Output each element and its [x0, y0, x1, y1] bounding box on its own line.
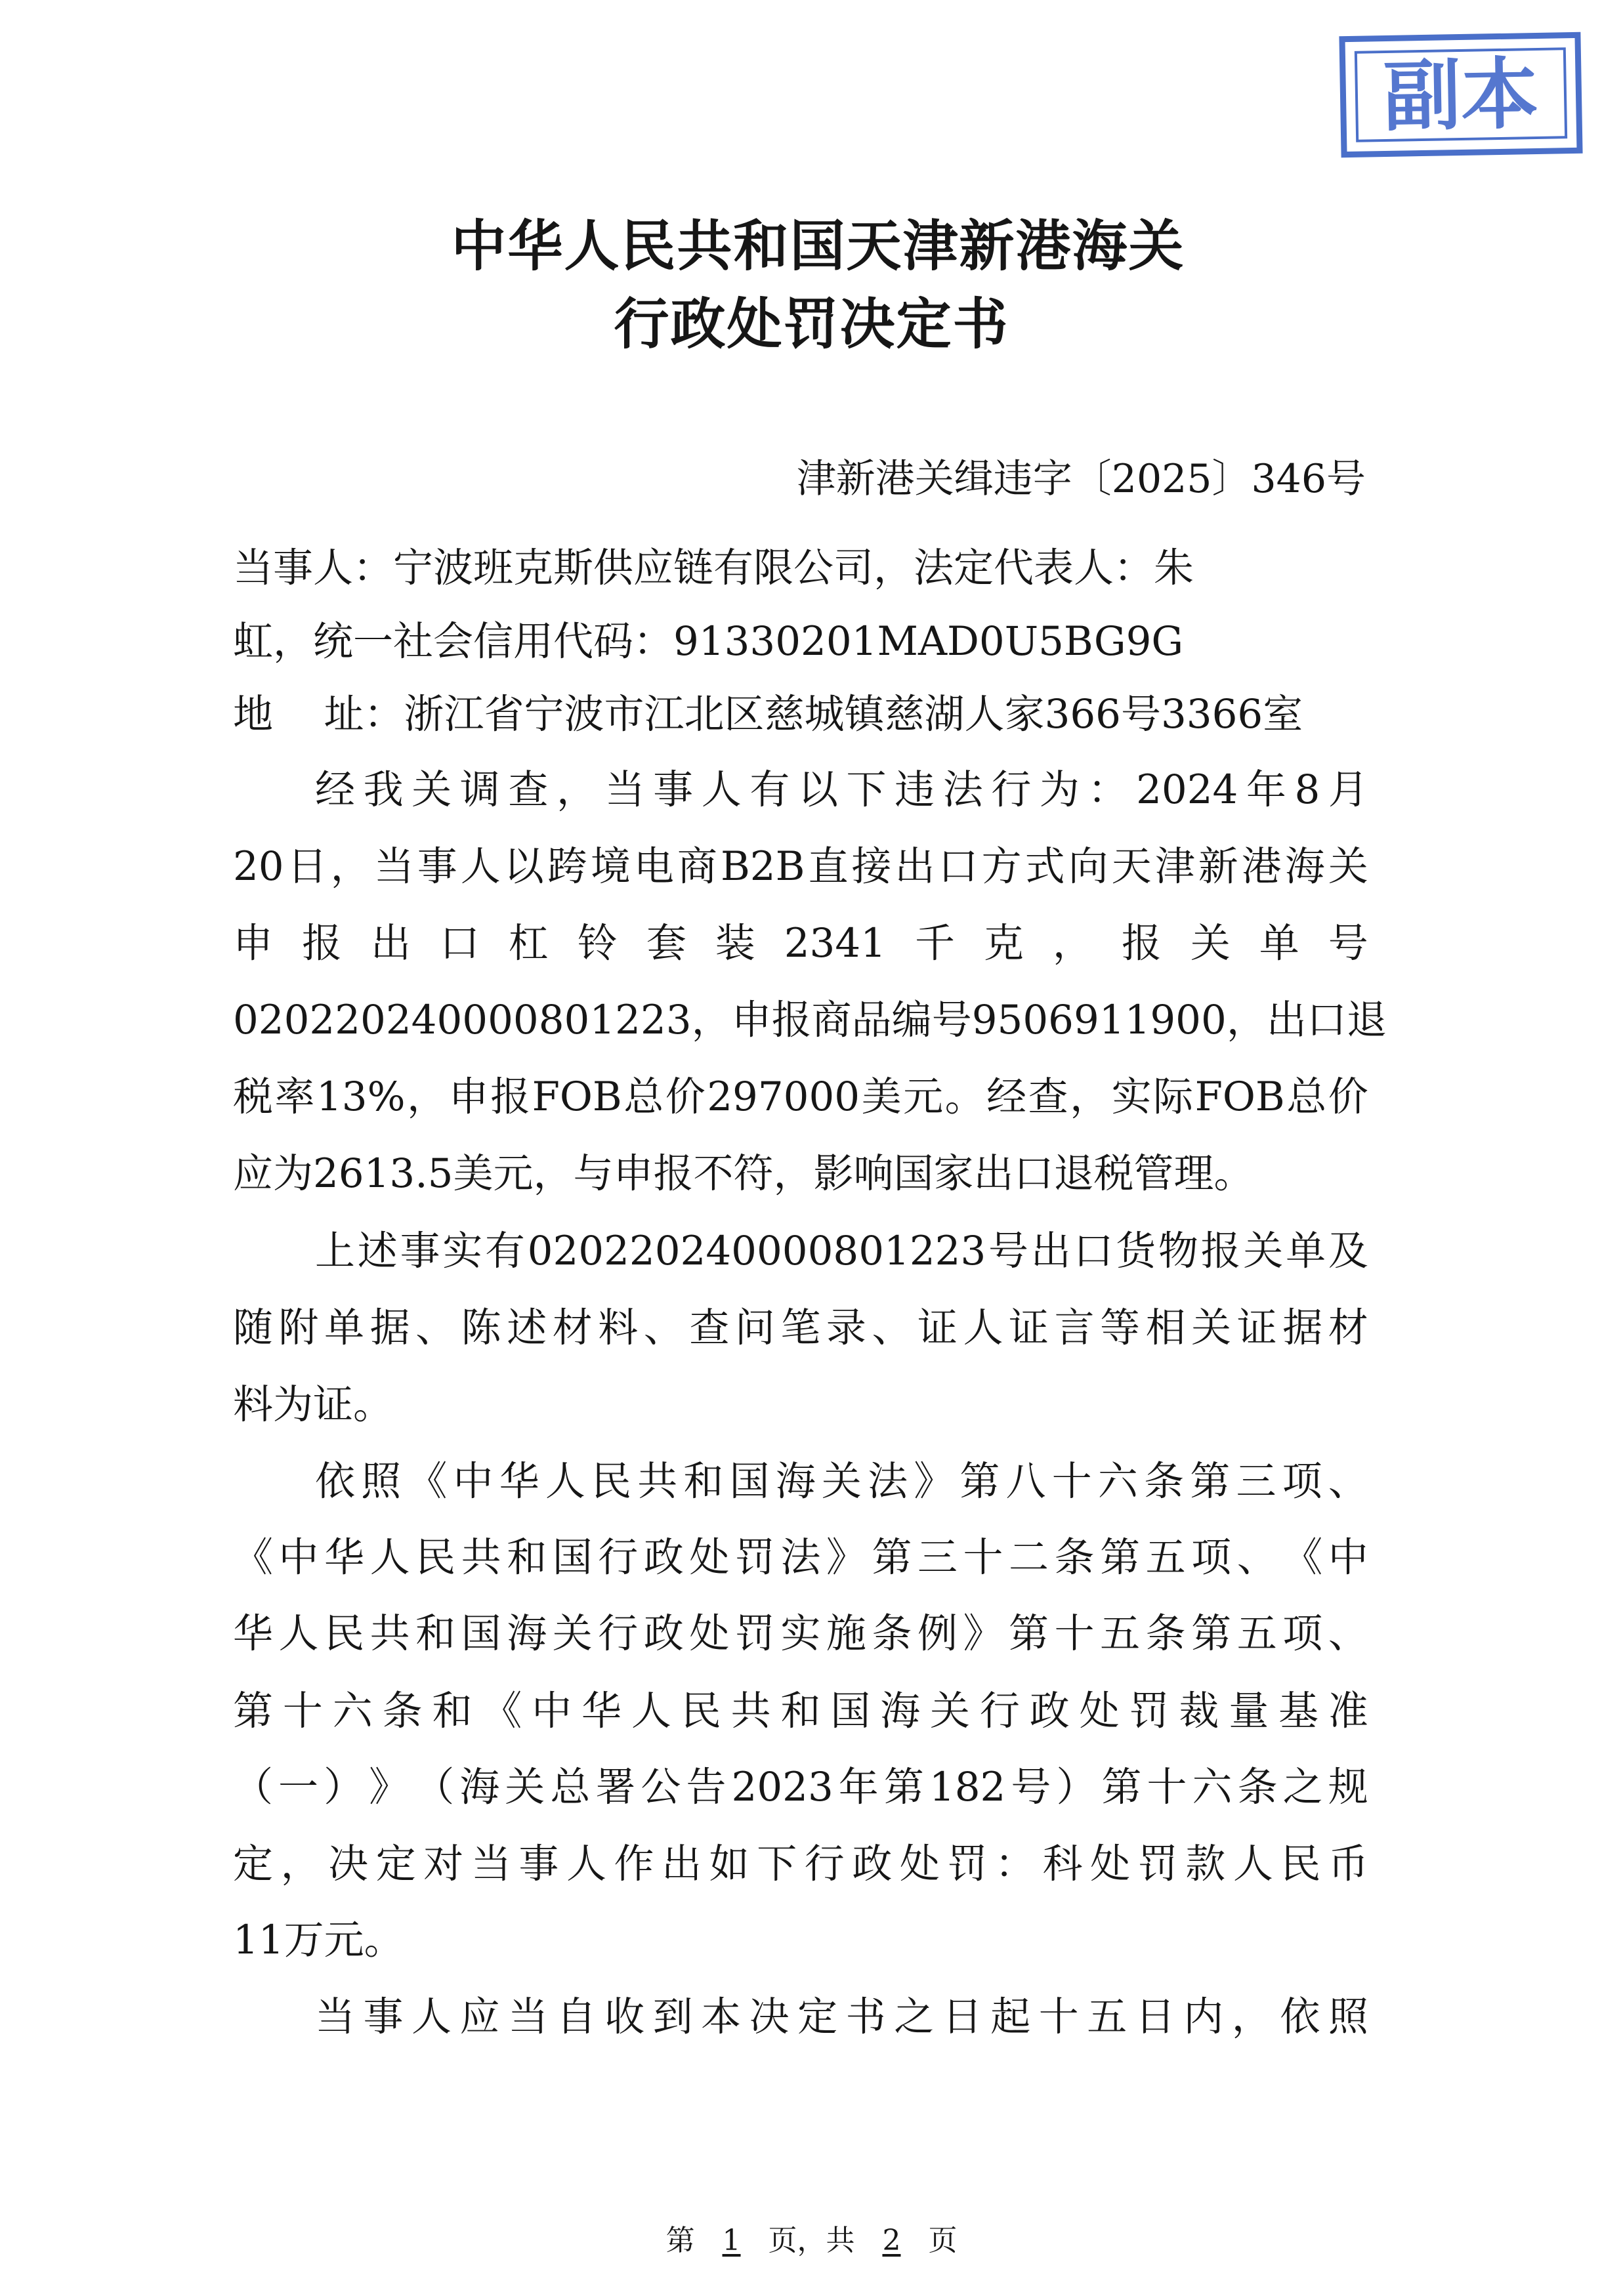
document-number: 津新港关缉违字〔2025〕346号 [796, 456, 1366, 502]
page-middle: 页，共 [768, 2224, 855, 2257]
body-line: （ 一 ） 》 （ 海 关 总 署 公 告 2023 年 第 182 号 ） 第 十 六 条 之 规 [233, 1764, 1368, 1810]
copy-stamp [1339, 32, 1582, 157]
copy-stamp-inner [1355, 47, 1567, 142]
body-line: 020220240000801223 ， 申 报 商 品 编 号 9506911900 ， 出 口 退 [233, 997, 1387, 1043]
total-page-number: 2 [882, 2224, 901, 2257]
body-line: 《 中 华 人 民 共 和 国 行 政 处 罚 法 》 第 三 十 二 条 第 五 项 、 《 中 [233, 1534, 1368, 1581]
body-line: 当 事 人 应 当 自 收 到 本 决 定 书 之 日 起 十 五 日 内 ， 依 照 [315, 1993, 1368, 2040]
body-line: 定 ， 决 定 对 当 事 人 作 出 如 下 行 政 处 罚 ： 科 处 罚 款 人 民 币 [233, 1841, 1368, 1887]
body-line: 20 日 ， 当 事 人 以 跨 境 电 商 B2B 直 接 出 口 方 式 向 天 津 新 港 海 关 [233, 843, 1368, 890]
body-line: 料为证。 [233, 1381, 394, 1428]
body-line: 申 报 出 口 杠 铃 套 装 2341 千 克 ， 报 关 单 号 [233, 920, 1368, 967]
body-line: 经 我 关 调 查 ， 当 事 人 有 以 下 违 法 行 为 ： 2024 年 8 月 [315, 766, 1368, 813]
body-line: 依 照 《 中 华 人 民 共 和 国 海 关 法 》 第 八 十 六 条 第 三 项 、 [315, 1458, 1368, 1505]
body-line: 11万元。 [233, 1917, 404, 1963]
document-title-line1: 中华人民共和国天津新港海关 [451, 213, 1185, 278]
copy-stamp-text: 副本 [1382, 47, 1540, 142]
page-indicator [0, 2226, 1623, 2255]
body-line: 地 址：浙江省宁波市江北区慈城镇慈湖人家366号3366室 [233, 691, 1303, 738]
body-line: 虹，统一社会信用代码：91330201MAD0U5BG9G [233, 618, 1184, 665]
body-line: 税 率 13% ， 申 报 FOB 总 价 297000 美 元 。 经 查 ， 实 际 FOB 总 价 [233, 1074, 1368, 1120]
body-line: 华 人 民 共 和 国 海 关 行 政 处 罚 实 施 条 例 》 第 十 五 条 第 五 项 、 [233, 1610, 1368, 1657]
body-line: 第 十 六 条 和 《 中 华 人 民 共 和 国 海 关 行 政 处 罚 裁 量 基 准 [233, 1688, 1368, 1734]
document-title-line2: 行政处罚决定书 [614, 291, 1009, 356]
page-prefix: 第 [665, 2224, 695, 2257]
body-line: 上 述 事 实 有 020220240000801223 号 出 口 货 物 报 关 单 及 [315, 1228, 1368, 1274]
body-line: 随 附 单 据 、 陈 述 材 料 、 查 问 笔 录 、 证 人 证 言 等 相 关 证 据 材 [233, 1305, 1368, 1351]
current-page-number: 1 [722, 2224, 741, 2257]
body-line: 应为2613.5美元，与申报不符，影响国家出口退税管理。 [233, 1150, 1254, 1197]
page-suffix: 页 [928, 2224, 958, 2257]
body-line: 当事人：宁波班克斯供应链有限公司，法定代表人：朱 [233, 545, 1194, 591]
